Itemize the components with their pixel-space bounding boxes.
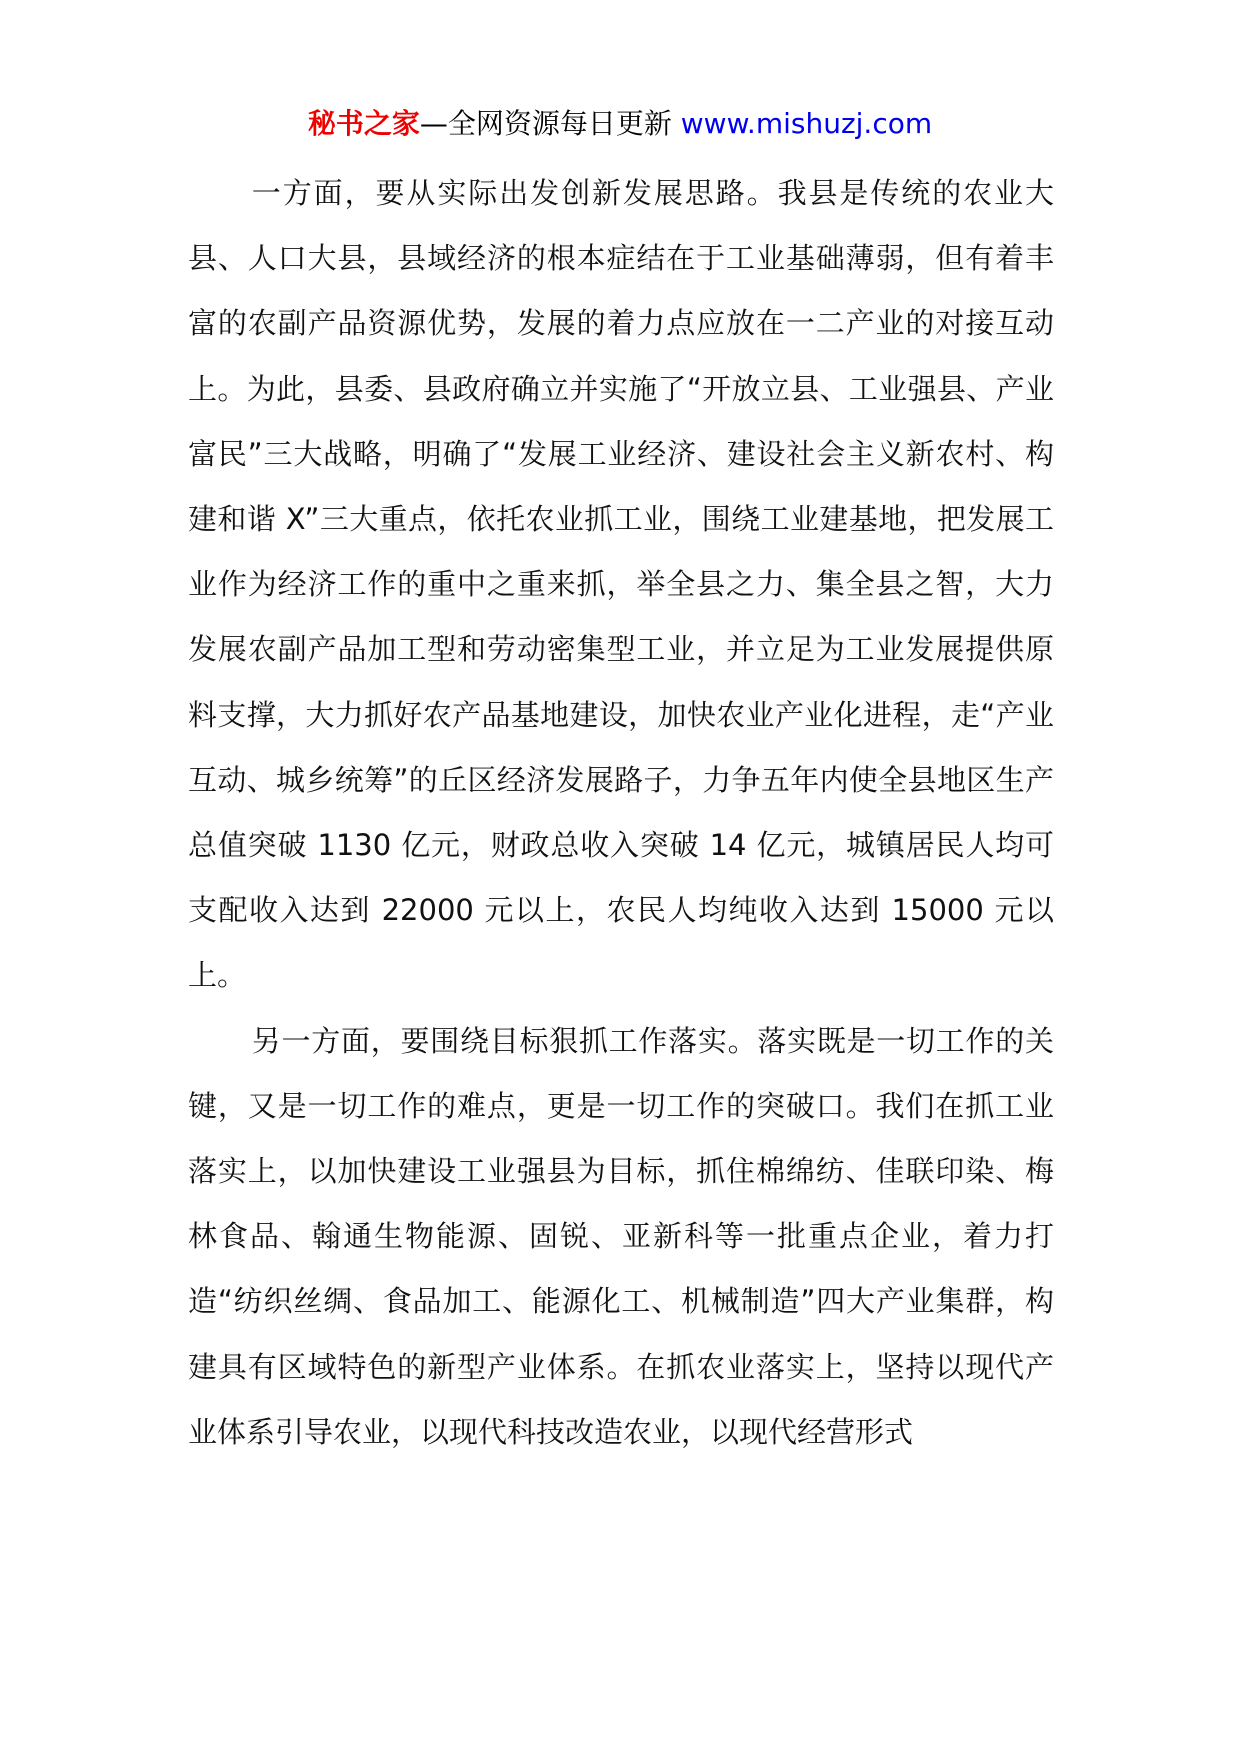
paragraph: 一方面，要从实际出发创新发展思路。我县是传统的农业大县、人口大县，县域经济的根本症结在于工业基础薄弱，但有着丰富的农副产品资源优势，发展的着力点应放在一二产业的对接互动上。为此，县委、县政府确立并实施了“开放立县、工业强县、产业富民”三大战略，明确了“发展工业经济、建设社会主义新农村、构建和谐 X”三大重点，依托农业抓工业，围绕工业建基地，把发展工业作为经济工作的重中之重来抓，举全县之力、集全县之智，大力发展农副产品加工型和劳动密集型工业，并立足为工业发展提供原料支撑，大力抓好农产品基地建设，加快农业产业化进程，走“产业互动、城乡统筹”的丘区经济发展路子，力争五年内使全县地区生产总值突破 1130 亿元，财政总收入突破 14 亿元，城镇居民人均可支配收入达到 22000 元以上，农民人均纯收入达到 15000 元以上。 [188, 176, 1054, 993]
website-link[interactable]: www.mishuzj.com [680, 107, 933, 140]
paragraph: 另一方面，要围绕目标狠抓工作落实。落实既是一切工作的关键，又是一切工作的难点，更是一切工作的突破口。我们在抓工业落实上，以加快建设工业强县为目标，抓住棉绵纺、佳联印染、梅林食品、翰通生物能源、固锐、亚新科等一批重点企业，着力打造“纺织丝绸、食品加工、能源化工、机械制造”四大产业集群，构建具有区域特色的新型产业体系。在抓农业落实上，坚持以现代产业体系引导农业，以现代科技改造农业，以现代经营形式 [188, 1023, 1054, 1449]
header-tagline: —全网资源每日更新 [419, 107, 681, 140]
page-header [0, 100, 1240, 148]
document-body [188, 161, 1054, 1465]
brand-name: 秘书之家 [307, 107, 420, 140]
